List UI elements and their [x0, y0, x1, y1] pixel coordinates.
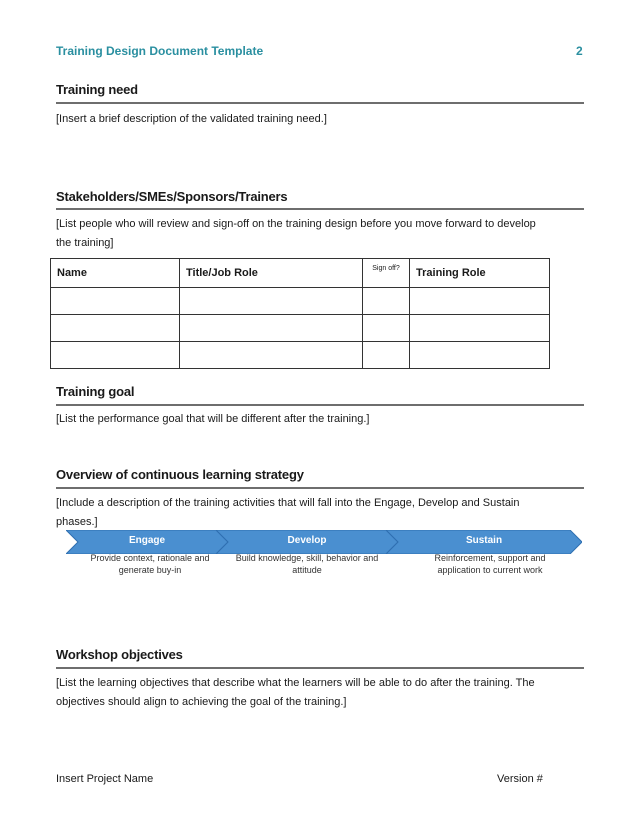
training-need-rule — [56, 102, 584, 104]
workshop-text-line-2: objectives should align to achieving the goal of the training.] — [56, 696, 347, 708]
table-cell[interactable] — [180, 288, 363, 315]
col-header-title: Title/Job Role — [180, 259, 363, 288]
table-cell[interactable] — [363, 342, 410, 369]
col-header-training-role: Training Role — [410, 259, 550, 288]
phase-sustain-label: Sustain — [465, 535, 503, 546]
footer-version: Version # — [497, 773, 543, 785]
workshop-text-line-1: [List the learning objectives that describe what the learners will be able to do after the training. The — [56, 677, 535, 689]
table-cell[interactable] — [51, 342, 180, 369]
stakeholders-rule — [56, 208, 584, 210]
stakeholders-text-line-2: the training] — [56, 237, 114, 249]
table-cell[interactable] — [51, 288, 180, 315]
page-number: 2 — [576, 44, 583, 58]
stakeholders-table — [50, 258, 550, 369]
workshop-heading: Workshop objectives — [56, 647, 183, 662]
table-row — [51, 315, 550, 342]
overview-rule — [56, 487, 584, 489]
phase-engage-desc-line-1: Provide context, rationale and — [90, 553, 210, 563]
col-header-signoff: Sign off? — [363, 259, 410, 288]
table-cell[interactable] — [410, 342, 550, 369]
training-need-heading: Training need — [56, 82, 138, 97]
learning-phases-diagram — [66, 530, 582, 584]
stakeholders-heading: Stakeholders/SMEs/Sponsors/Trainers — [56, 189, 288, 204]
phase-sustain-desc — [398, 552, 582, 576]
workshop-rule — [56, 667, 584, 669]
phase-engage-desc-line-2: generate buy-in — [118, 565, 182, 575]
phase-develop-label: Develop — [287, 535, 327, 546]
table-cell[interactable] — [180, 342, 363, 369]
phase-sustain-desc-line-1: Reinforcement, support and — [434, 553, 546, 563]
overview-heading: Overview of continuous learning strategy — [56, 467, 304, 482]
overview-text-line-2: phases.] — [56, 516, 98, 528]
overview-text-line-1: [Include a description of the training activities that will fall into the Engage, Develop and Sustain — [56, 497, 520, 509]
header-title: Training Design Document Template — [56, 44, 264, 58]
table-cell[interactable] — [410, 315, 550, 342]
table-header-row — [51, 259, 550, 288]
phase-engage-label: Engage — [128, 535, 166, 546]
phase-develop-desc-line-1: Build knowledge, skill, behavior and — [235, 553, 379, 563]
table-cell[interactable] — [180, 315, 363, 342]
table-cell[interactable] — [363, 288, 410, 315]
training-goal-rule — [56, 404, 584, 406]
footer-project-name: Insert Project Name — [56, 773, 154, 785]
phase-engage-desc — [66, 552, 234, 576]
training-goal-heading: Training goal — [56, 384, 135, 399]
overview-text — [56, 494, 584, 532]
stakeholders-text — [56, 215, 584, 253]
phase-develop-desc-line-2: attitude — [292, 565, 322, 575]
training-need-text: [Insert a brief description of the validated training need.] — [56, 113, 327, 125]
table-row — [51, 342, 550, 369]
col-header-name: Name — [51, 259, 180, 288]
table-cell[interactable] — [363, 315, 410, 342]
phase-sustain-desc-line-2: application to current work — [437, 565, 543, 575]
training-goal-text: [List the performance goal that will be different after the training.] — [56, 413, 370, 425]
table-cell[interactable] — [410, 288, 550, 315]
workshop-text — [56, 674, 584, 712]
phase-develop-desc — [216, 552, 398, 576]
stakeholders-text-line-1: [List people who will review and sign-off on the training design before you move forward to develop — [56, 218, 536, 230]
table-row — [51, 288, 550, 315]
table-cell[interactable] — [51, 315, 180, 342]
